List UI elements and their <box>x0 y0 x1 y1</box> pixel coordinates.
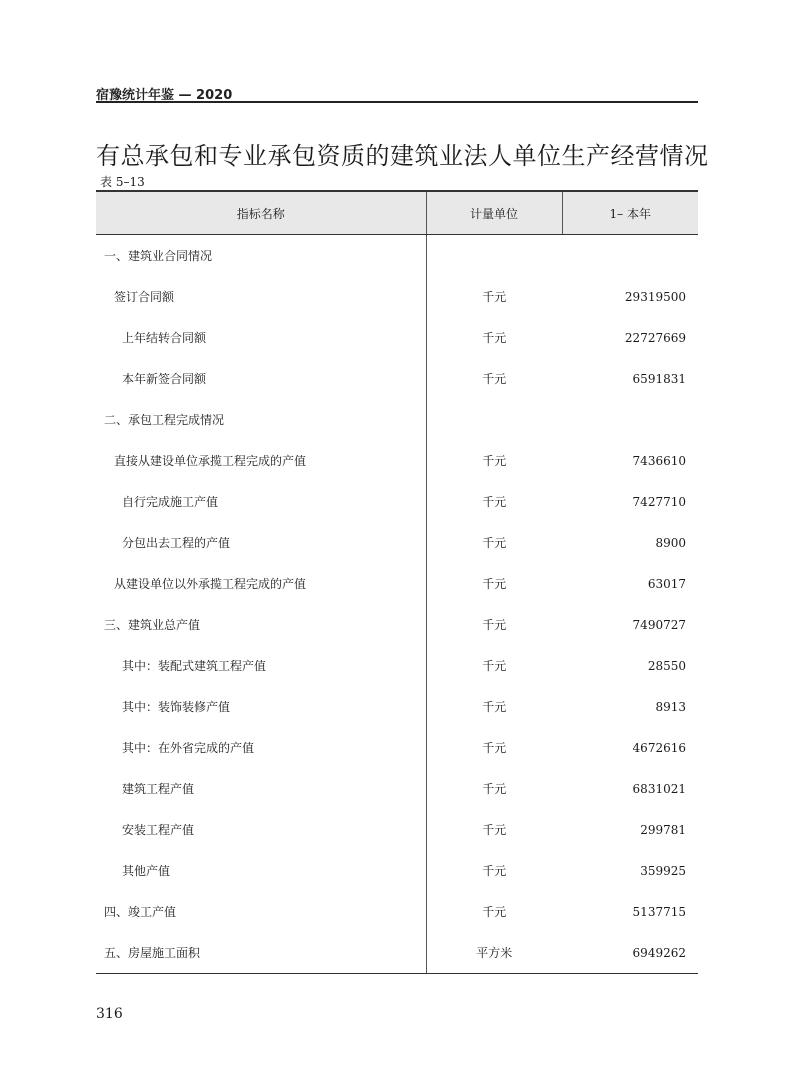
row-indicator-name: 上年结转合同额 <box>122 331 207 345</box>
row-unit: 平方米 <box>426 932 562 974</box>
table-row <box>96 645 698 686</box>
row-value: 5137715 <box>632 904 686 919</box>
row-unit <box>426 235 562 277</box>
row-value: 6831021 <box>632 781 686 796</box>
row-value: 63017 <box>647 576 686 591</box>
row-indicator-name: 四、竣工产值 <box>104 905 177 919</box>
row-value: 29319500 <box>624 289 686 304</box>
row-unit: 千元 <box>426 768 562 809</box>
row-unit: 千元 <box>426 891 562 932</box>
row-value: 299781 <box>640 822 686 837</box>
table-row <box>96 522 698 563</box>
row-unit: 千元 <box>426 317 562 358</box>
table-row <box>96 768 698 809</box>
row-indicator-name: 一、建筑业合同情况 <box>104 249 213 263</box>
row-value <box>562 399 698 440</box>
table-row <box>96 317 698 358</box>
row-unit: 千元 <box>426 850 562 891</box>
column-header-unit: 计量单位 <box>426 191 562 235</box>
running-header: 宿豫统计年鉴 — 2020 <box>96 88 233 103</box>
row-unit: 千元 <box>426 440 562 481</box>
table-row <box>96 932 698 974</box>
table-row <box>96 850 698 891</box>
row-indicator-name: 其中：装配式建筑工程产值 <box>122 659 267 673</box>
row-value: 8900 <box>655 535 686 550</box>
table-row <box>96 358 698 399</box>
page-title: 有总承包和专业承包资质的建筑业法人单位生产经营情况 <box>96 142 709 170</box>
row-indicator-name: 自行完成施工产值 <box>122 495 219 509</box>
row-value: 22727669 <box>624 330 686 345</box>
row-unit: 千元 <box>426 686 562 727</box>
row-value <box>562 235 698 277</box>
row-indicator-name: 从建设单位以外承揽工程完成的产值 <box>114 577 307 591</box>
row-indicator-name: 分包出去工程的产值 <box>122 536 231 550</box>
row-unit: 千元 <box>426 809 562 850</box>
row-unit: 千元 <box>426 604 562 645</box>
row-indicator-name: 签订合同额 <box>114 290 175 304</box>
row-unit: 千元 <box>426 481 562 522</box>
row-value: 7490727 <box>632 617 686 632</box>
statistics-table <box>96 190 698 974</box>
row-indicator-name: 本年新签合同额 <box>122 372 207 386</box>
row-value: 6591831 <box>632 371 686 386</box>
row-value: 359925 <box>640 863 686 878</box>
row-value: 7436610 <box>632 453 686 468</box>
row-unit: 千元 <box>426 563 562 604</box>
table-row <box>96 481 698 522</box>
row-unit: 千元 <box>426 645 562 686</box>
table-row <box>96 727 698 768</box>
row-indicator-name: 其中：装饰装修产值 <box>122 700 231 714</box>
row-unit <box>426 399 562 440</box>
column-header-current-year: 1– 本年 <box>562 191 698 235</box>
row-indicator-name: 二、承包工程完成情况 <box>104 413 225 427</box>
row-unit: 千元 <box>426 522 562 563</box>
row-indicator-name: 三、建筑业总产值 <box>104 618 201 632</box>
row-value: 7427710 <box>632 494 686 509</box>
table-code: 表 5–13 <box>100 175 145 189</box>
row-indicator-name: 直接从建设单位承揽工程完成的产值 <box>114 454 307 468</box>
row-value: 6949262 <box>562 932 698 974</box>
row-value: 8913 <box>655 699 686 714</box>
row-indicator-name: 其他产值 <box>122 864 171 878</box>
row-value: 4672616 <box>632 740 686 755</box>
row-indicator-name: 安装工程产值 <box>122 823 195 837</box>
table-row <box>96 604 698 645</box>
table-row <box>96 686 698 727</box>
table-row <box>96 399 698 440</box>
row-unit: 千元 <box>426 727 562 768</box>
header-rule <box>96 101 698 103</box>
row-unit: 千元 <box>426 358 562 399</box>
table-row <box>96 276 698 317</box>
table-row <box>96 891 698 932</box>
column-header-indicator: 指标名称 <box>96 191 426 235</box>
table-row <box>96 563 698 604</box>
row-unit: 千元 <box>426 276 562 317</box>
page-number: 316 <box>96 1006 123 1022</box>
table-row <box>96 440 698 481</box>
row-indicator-name: 建筑工程产值 <box>122 782 195 796</box>
table-row <box>96 809 698 850</box>
table-body <box>96 235 698 974</box>
table-header-row <box>96 191 698 235</box>
row-indicator-name: 五、房屋施工面积 <box>96 932 426 974</box>
row-indicator-name: 其中：在外省完成的产值 <box>122 741 255 755</box>
table-row <box>96 235 698 277</box>
row-value: 28550 <box>647 658 686 673</box>
